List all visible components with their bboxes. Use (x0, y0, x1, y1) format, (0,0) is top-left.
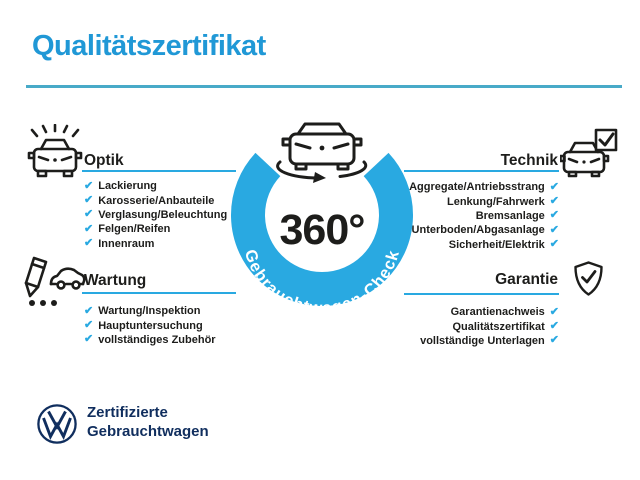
checklist-item-label: Lackierung (98, 180, 157, 193)
checklist-item-label: Felgen/Reifen (98, 223, 171, 236)
check-icon: ✔ (84, 208, 94, 221)
checklist-item-label: Bremsanlage (475, 209, 545, 222)
checklist-item (476, 209, 559, 223)
checklist-item (84, 222, 227, 236)
garantie-checklist (420, 305, 559, 348)
check-icon: ✔ (549, 334, 559, 347)
wartung-checklist (84, 304, 216, 347)
checklist-item (84, 179, 227, 193)
checklist-item (420, 334, 559, 348)
section-heading-technik: Technik (500, 152, 558, 169)
footer-brand-text (87, 404, 209, 441)
check-icon: ✔ (549, 320, 559, 333)
center-360-badge (212, 112, 432, 320)
check-icon: ✔ (84, 319, 94, 332)
checklist-item (84, 193, 227, 207)
checklist-item-label: Hauptuntersuchung (98, 319, 203, 332)
checklist-item (84, 304, 216, 318)
checklist-item (84, 208, 227, 222)
title-divider (26, 85, 622, 88)
check-icon: ✔ (549, 195, 559, 208)
checklist-item-label: Garantienachweis (450, 306, 545, 319)
check-icon: ✔ (549, 305, 559, 318)
checklist-item (451, 305, 559, 319)
checklist-item-label: Sicherheit/Elektrik (448, 238, 545, 251)
check-icon: ✔ (549, 223, 559, 236)
check-icon: ✔ (84, 333, 94, 346)
checklist-item-label: Unterboden/Abgasanlage (411, 224, 545, 237)
optik-checklist (84, 179, 227, 251)
checklist-item-label: Aggregate/Antriebsstrang (409, 181, 545, 194)
check-icon: ✔ (84, 194, 94, 207)
check-icon: ✔ (549, 209, 559, 222)
check-icon: ✔ (84, 237, 94, 250)
badge-degrees: 360° (279, 206, 365, 254)
check-icon: ✔ (84, 222, 94, 235)
section-heading-optik: Optik (84, 152, 124, 169)
check-icon: ✔ (549, 180, 559, 193)
checklist-item-label: Karosserie/Anbauteile (98, 194, 215, 207)
checklist-item-label: Verglasung/Beleuchtung (98, 208, 228, 221)
page-title: Qualitätszertifikat (32, 30, 266, 62)
checklist-item (449, 238, 559, 252)
footer-line1: Zertifizierte (87, 404, 168, 421)
badge-ring-label: Gebrauchtwagen-Check (240, 247, 404, 318)
checklist-item (452, 319, 559, 333)
checklist-item (84, 318, 216, 332)
car-rotation-icon (278, 124, 366, 183)
footer-line2: Gebrauchtwagen (87, 422, 209, 440)
car-checkbox-icon (560, 128, 618, 182)
checklist-item-label: vollständige Unterlagen (420, 334, 545, 347)
checklist-item-label: Qualitätszertifikat (452, 320, 545, 333)
checklist-item (412, 223, 559, 237)
check-icon: ✔ (84, 179, 94, 192)
check-icon: ✔ (549, 238, 559, 251)
checklist-item-label: Lenkung/Fahrwerk (446, 195, 545, 208)
checklist-item (447, 194, 559, 208)
vw-logo (37, 404, 77, 444)
shiny-car-icon (27, 124, 83, 180)
check-icon: ✔ (84, 304, 94, 317)
section-heading-wartung: Wartung (84, 272, 147, 289)
checklist-car-icon (23, 256, 87, 314)
checklist-item-label: Innenraum (98, 237, 155, 250)
checklist-item (84, 237, 227, 251)
checklist-item-label: vollständiges Zubehör (98, 333, 216, 346)
section-heading-garantie: Garantie (495, 271, 558, 288)
checklist-item (84, 333, 216, 347)
shield-check-icon (573, 261, 604, 296)
checklist-item-label: Wartung/Inspektion (98, 305, 201, 318)
